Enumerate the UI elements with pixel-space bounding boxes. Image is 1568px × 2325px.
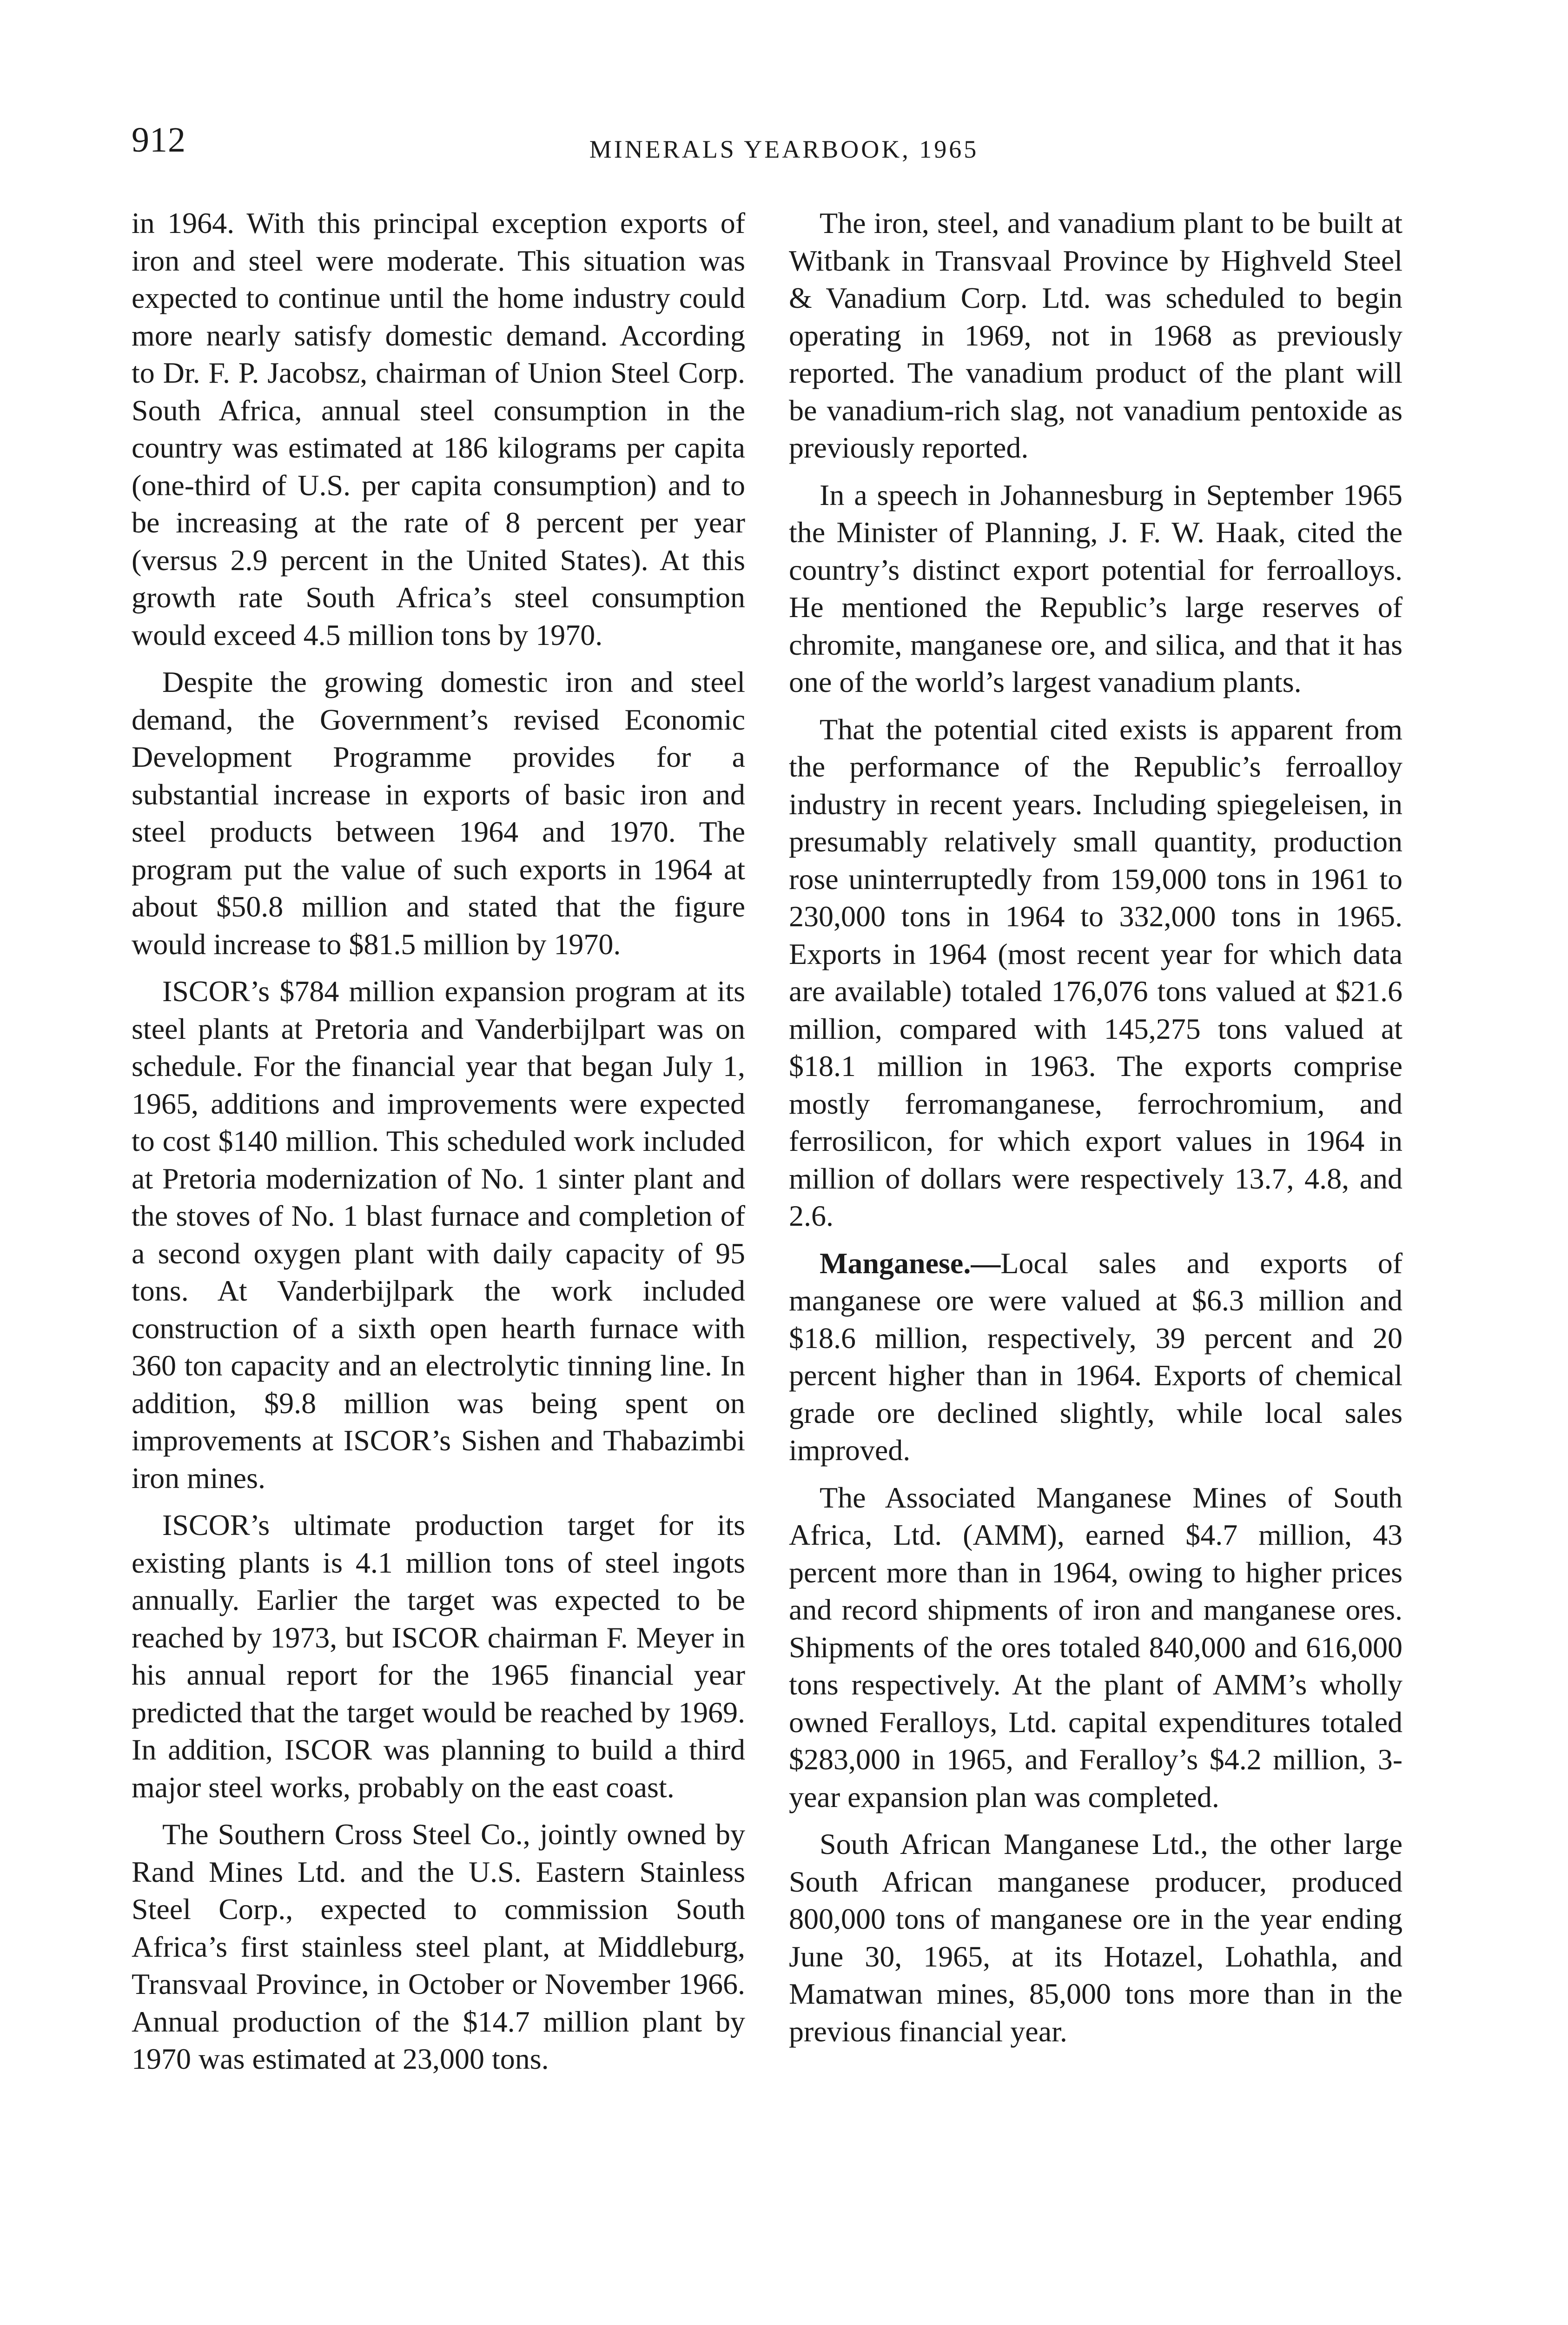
paragraph-highveld: The iron, steel, and vanadium plant to be built at Witbank in Transvaal Province by Highveld Steel & Vanadium Corp. Ltd. was scheduled to begin operating in 1969, not in 1968 as previously reported. The vanadium product of the plant will be vanadium-rich slag, not vanadium pentoxide as previously reported. bbox=[789, 206, 1403, 464]
paragraph-steel-exports-continued: in 1964. With this principal exception exports of iron and steel were moderate. This situation was expected to continue until the home industry could more nearly satisfy domestic demand. According to Dr. F. P. Jacobsz, chairman of Union Steel Corp. South Africa, annual steel consumption in the country was estimated at 186 kilograms per capita (one-third of U.S. per capita consumption) and to be increasing at the rate of 8 percent per year (versus 2.9 percent in the United States). At this growth rate South Africa’s steel consumption would exceed 4.5 million tons by 1970. bbox=[132, 206, 745, 651]
paragraph-iscor-target: ISCOR’s ultimate production target for its existing plants is 4.1 million tons of steel ingots annually. Earlier the target was expected to be reached by 1973, but ISCOR chairman F. Meyer in his annual report for the 1965 financial year predicted that the target would be reached by 1969. In addition, ISCOR was planning to build a third major steel works, probably on the east coast. bbox=[132, 1508, 745, 1804]
paragraph-samancor: South African Manganese Ltd., the other large South African manganese producer, produced 800,000 tons of manganese ore in the year ending June 30, 1965, at its Hotazel, Lohathla, and Mamatwan mines, 85,000 tons more than in the previous financial year. bbox=[789, 1827, 1403, 2048]
manganese-text: Local sales and exports of manganese ore were valued at $6.3 million and $18.6 million, respectively, 39 percent and 20 percent higher than in 1964. Exports of chemical grade ore declined slightly, while local sales improved. bbox=[789, 1246, 1403, 1467]
page-number: 912 bbox=[132, 120, 186, 159]
paragraph-manganese bbox=[789, 1245, 1403, 1469]
paragraph-ferroalloy-potential: In a speech in Johannesburg in September 1965 the Minister of Planning, J. F. W. Haak, cited the country’s distinct export potential for ferroalloys. He mentioned the Republic’s large reserves of chromite, manganese ore, and silica, and that it has one of the world’s largest vanadium plants. bbox=[789, 478, 1403, 698]
manganese-heading: Manganese.— bbox=[820, 1246, 1001, 1280]
right-column bbox=[789, 205, 1403, 2060]
left-column bbox=[132, 205, 745, 2088]
paragraph-amm: The Associated Manganese Mines of South Africa, Ltd. (AMM), earned $4.7 million, 43 percent more than in 1964, owing to higher prices and record shipments of iron and manganese ores. Shipments of the ores totaled 840,000 and 616,000 tons respectively. At the plant of AMM’s wholly owned Feralloys, Ltd. capital expenditures totaled $283,000 in 1965, and Feralloy’s $4.2 million, 3-year expansion plan was completed. bbox=[789, 1481, 1403, 1814]
running-title: MINERALS YEARBOOK, 1965 bbox=[589, 135, 979, 163]
paragraph-southern-cross: The Southern Cross Steel Co., jointly owned by Rand Mines Ltd. and the U.S. Eastern Stainless Steel Corp., expected to commission South Africa’s first stainless steel plant, at Middleburg, Transvaal Province, in October or November 1966. Annual production of the $14.7 million plant by 1970 was estimated at 23,000 tons. bbox=[132, 1818, 745, 2075]
paragraph-economic-programme: Despite the growing domestic iron and steel demand, the Government’s revised Economic Development Programme provides for a substantial increase in exports of basic iron and steel products between 1964 and 1970. The program put the value of such exports in 1964 at about $50.8 million and stated that the figure would increase to $81.5 million by 1970. bbox=[132, 665, 745, 961]
paragraph-iscor-expansion: ISCOR’s $784 million expansion program at its steel plants at Pretoria and Vanderbijlpart was on schedule. For the financial year that began July 1, 1965, additions and improvements were expected to cost $140 million. This scheduled work included at Pretoria modernization of No. 1 sinter plant and the stoves of No. 1 blast furnace and completion of a second oxygen plant with daily capacity of 95 tons. At Vanderbijlpark the work included construction of a sixth open hearth furnace with 360 ton capacity and an electrolytic tinning line. In addition, $9.8 million was being spent on improvements at ISCOR’s Sishen and Thabazimbi iron mines. bbox=[132, 975, 745, 1495]
paragraph-ferroalloy-performance: That the potential cited exists is apparent from the performance of the Republic’s ferroalloy industry in recent years. Including spiegeleisen, in presumably relatively small quantity, production rose uninterruptedly from 159,000 tons in 1961 to 230,000 tons in 1964 to 332,000 tons in 1965. Exports in 1964 (most recent year for which data are available) totaled 176,076 tons valued at $21.6 million, compared with 145,275 tons valued at $18.1 million in 1963. The exports comprise mostly ferromanganese, ferrochromium, and ferrosilicon, for which export values in 1964 in million of dollars were respectively 13.7, 4.8, and 2.6. bbox=[789, 712, 1403, 1232]
